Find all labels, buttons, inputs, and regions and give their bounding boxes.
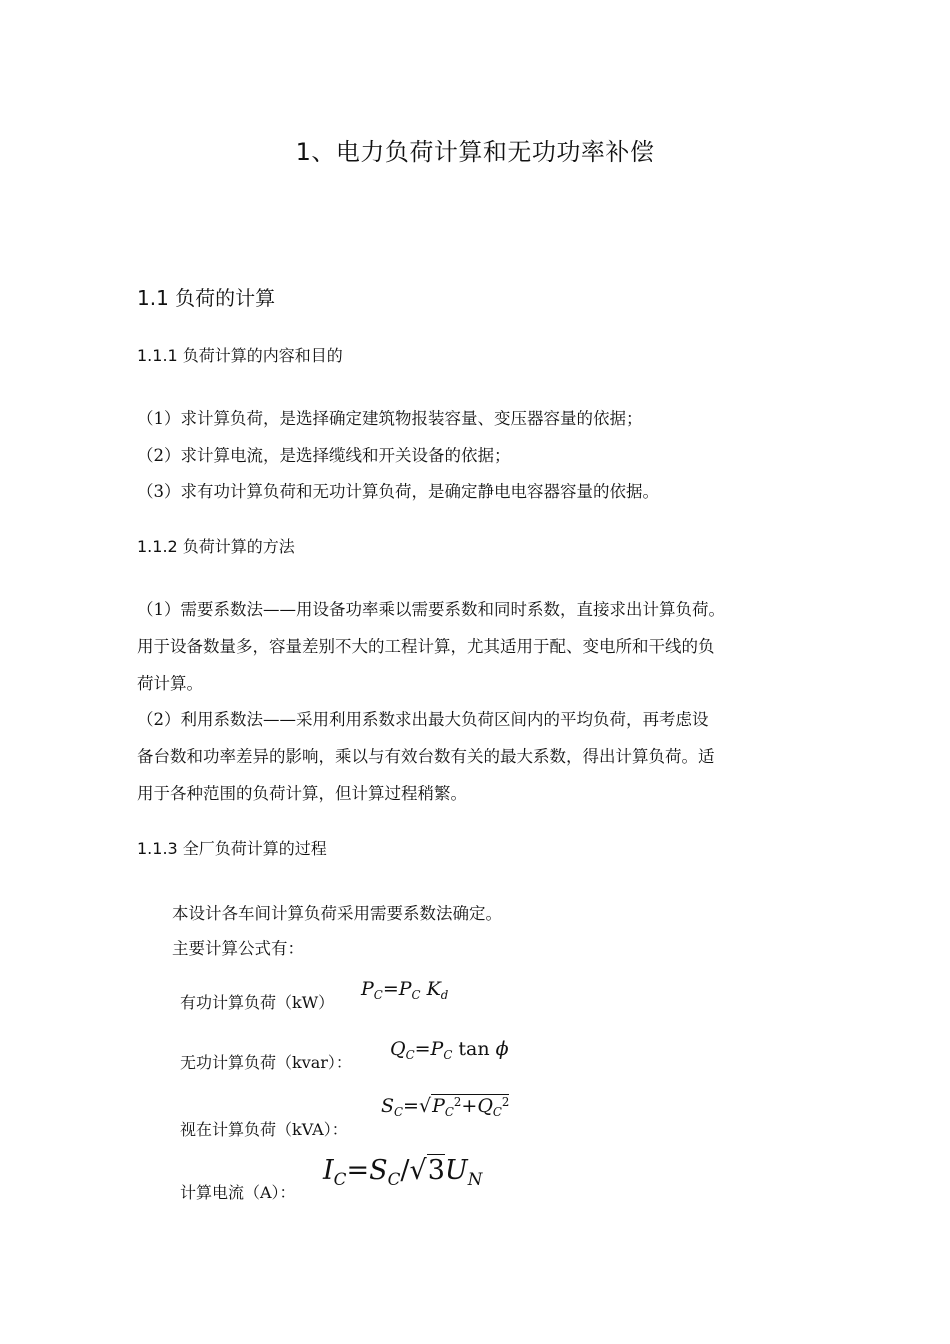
subsection-heading-2: 1.1.2 负荷计算的方法 (137, 537, 295, 556)
paragraph-line: 用于设备数量多，容量差别不大的工程计算，尤其适用于配、变电所和干线的负 (137, 637, 715, 656)
formula-label-apparent: 视在计算负荷（kVA）： (180, 1120, 348, 1139)
formula-apparent-power: $S_C=√P_C^2+Q_C^2$ (381, 1095, 510, 1120)
list-item: （2）求计算电流，是选择缆线和开关设备的依据； (137, 446, 511, 465)
formula-reactive-power: $Q_C=P_C$ tan ϕ (390, 1038, 509, 1063)
section-heading: 1.1 负荷的计算 (137, 286, 276, 310)
list-item: （1）求计算负荷，是选择确定建筑物报装容量、变压器容量的依据； (137, 409, 643, 428)
paragraph-line: 荷计算。 (137, 674, 203, 693)
formula-label-current: 计算电流（A）： (180, 1183, 296, 1202)
formula-label-reactive: 无功计算负荷（kvar）： (180, 1053, 352, 1072)
paragraph-line: 备台数和功率差异的影响，乘以与有效台数有关的最大系数，得出计算负荷。适 (137, 747, 715, 766)
intro-line: 本设计各车间计算负荷采用需要系数法确定。 (172, 904, 502, 923)
formula-active-power: $P_C=P_C$ $K_d$ (361, 978, 449, 1003)
subsection-heading-3: 1.1.3 全厂负荷计算的过程 (137, 839, 327, 858)
intro-line: 主要计算公式有： (172, 939, 304, 958)
formula-label-active: 有功计算负荷（kW） (180, 993, 335, 1012)
formula-current: $I_C=S_C/√3U_N$ (323, 1155, 483, 1189)
paragraph-line: （1）需要系数法——用设备功率乘以需要系数和同时系数，直接求出计算负荷。 (137, 600, 725, 619)
paragraph-line: 用于各种范围的负荷计算，但计算过程稍繁。 (137, 784, 467, 803)
list-item: （3）求有功计算负荷和无功计算负荷，是确定静电电容器容量的依据。 (137, 482, 659, 501)
subsection-heading-1: 1.1.1 负荷计算的内容和目的 (137, 346, 343, 365)
paragraph-line: （2）利用系数法——采用利用系数求出最大负荷区间内的平均负荷，再考虑设 (137, 710, 709, 729)
document-title: 1、电力负荷计算和无功功率补偿 (295, 138, 655, 166)
